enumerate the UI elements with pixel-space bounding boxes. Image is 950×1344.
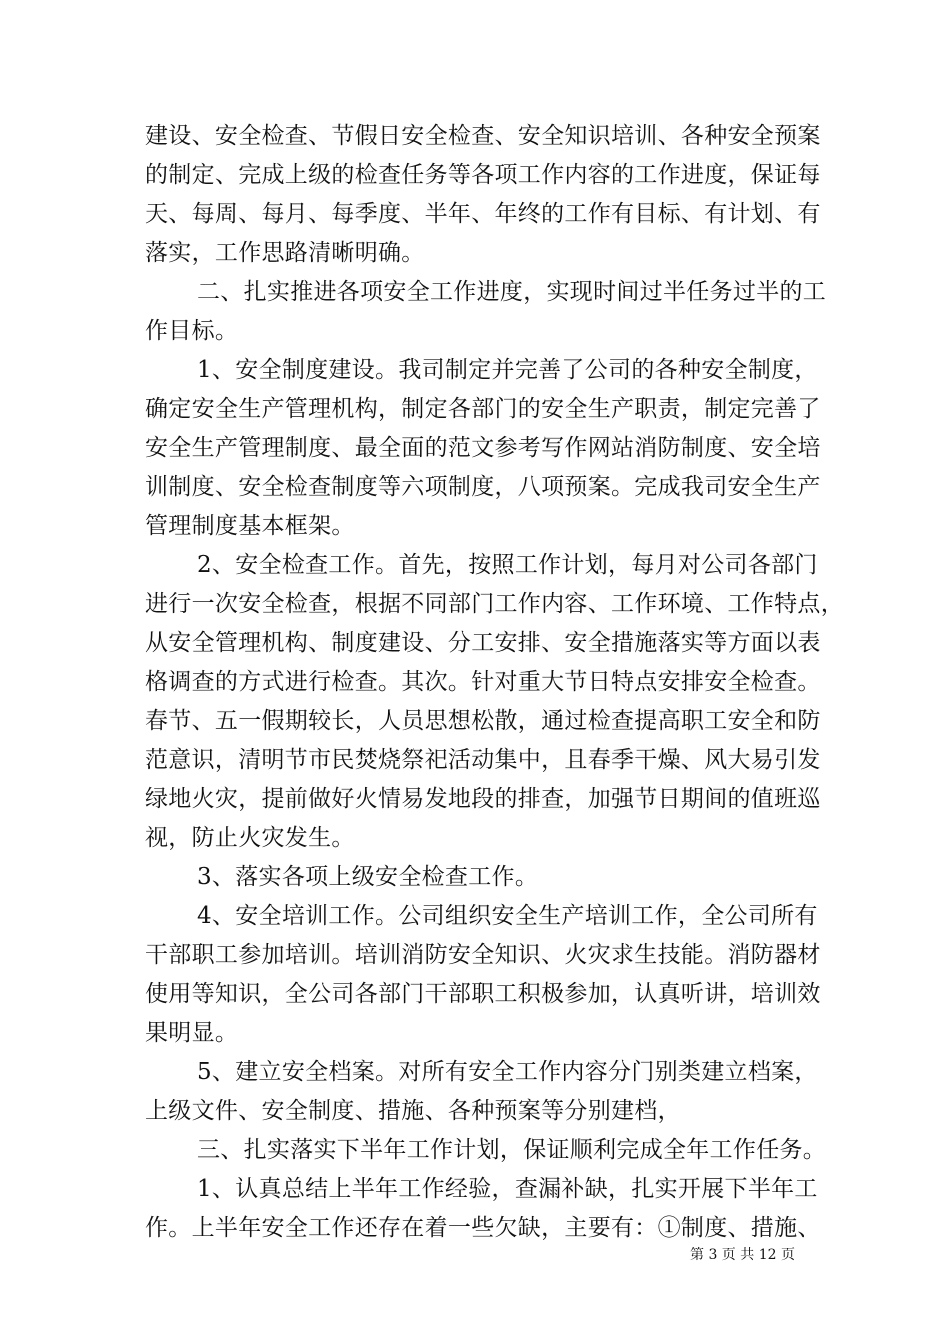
text-line: 的制定、完成上级的检查任务等各项工作内容的工作进度，保证每 [145,162,821,188]
text-line: 果明显。 [145,1020,239,1046]
text-line: 4、安全培训工作。公司组织安全生产培训工作，全公司所有 [197,903,818,929]
text-line: 绿地火灾，提前做好火情易发地段的排查，加强节日期间的值班巡 [145,786,821,812]
text-line: 确定安全生产管理机构，制定各部门的安全生产职责，制定完善了 [145,396,821,422]
text-line: 建设、安全检查、节假日安全检查、安全知识培训、各种安全预案 [145,123,821,149]
text-line: 三、扎实落实下半年工作计划，保证顺利完成全年工作任务。 [197,1137,827,1163]
text-line: 落实，工作思路清晰明确。 [145,240,425,266]
text-line: 作。上半年安全工作还存在着一些欠缺，主要有：①制度、措施、 [145,1215,821,1241]
text-line: 干部职工参加培训。培训消防安全知识、火灾求生技能。消防器材 [145,942,821,968]
text-line: 格调查的方式进行检查。其次。针对重大节日特点安排安全检查。 [145,669,821,695]
text-line: 1、认真总结上半年工作经验，查漏补缺，扎实开展下半年工 [197,1176,818,1202]
text-line: 上级文件、安全制度、措施、各种预案等分别建档， [145,1098,681,1124]
text-line: 5、建立安全档案。对所有安全工作内容分门别类建立档案， [197,1059,818,1085]
text-line: 安全生产管理制度、最全面的范文参考写作网站消防制度、安全培 [145,435,821,461]
text-line: 2、安全检查工作。首先，按照工作计划，每月对公司各部门 [197,552,818,578]
page-number-footer: 第 3 页 共 12 页 [690,1247,795,1263]
text-line: 使用等知识，全公司各部门干部职工积极参加，认真听讲，培训效 [145,981,821,1007]
text-line: 训制度、安全检查制度等六项制度，八项预案。完成我司安全生产 [145,474,821,500]
text-line: 3、落实各项上级安全检查工作。 [197,864,539,890]
text-line: 天、每周、每月、每季度、半年、年终的工作有目标、有计划、有 [145,201,821,227]
text-line: 从安全管理机构、制度建设、分工安排、安全措施落实等方面以表 [145,630,821,656]
text-line: 1、安全制度建设。我司制定并完善了公司的各种安全制度， [197,357,818,383]
text-line: 范意识，清明节市民焚烧祭祀活动集中，且春季干燥、风大易引发 [145,747,821,773]
text-line: 视，防止火灾发生。 [145,825,355,851]
text-line: 进行一次安全检查，根据不同部门工作内容、工作环境、工作特点， [145,591,844,617]
text-line: 作目标。 [145,318,239,344]
text-line: 春节、五一假期较长，人员思想松散，通过检查提高职工安全和防 [145,708,821,734]
text-line: 二、扎实推进各项安全工作进度，实现时间过半任务过半的工 [197,279,827,305]
text-line: 管理制度基本框架。 [145,513,355,539]
